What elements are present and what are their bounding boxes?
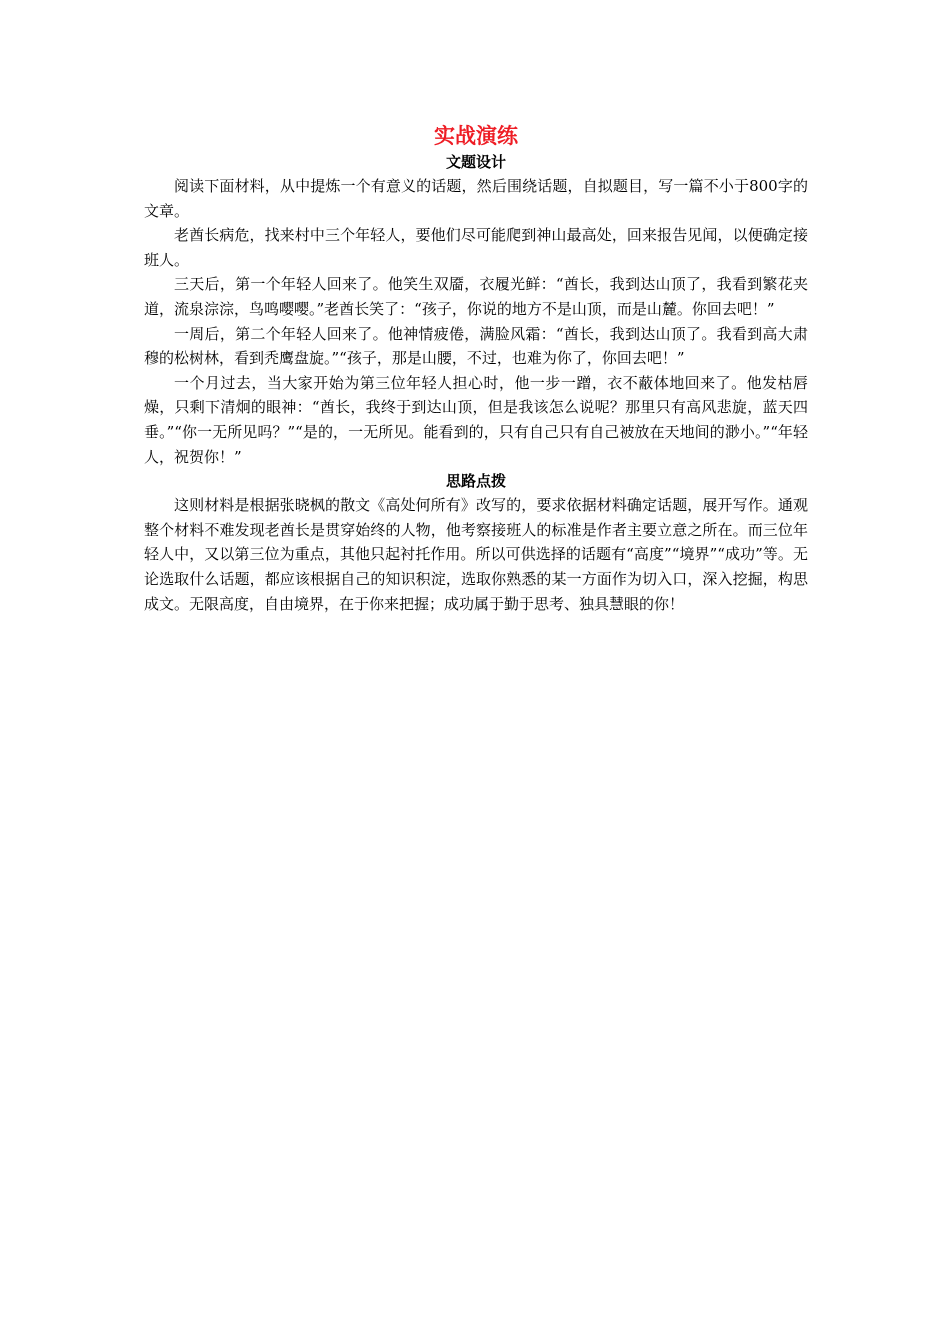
paragraph-third-youth: 一个月过去，当大家开始为第三位年轻人担心时，他一步一蹭，衣不蔽体地回来了。他发枯唇燥，只剩下清炯的眼神：“酋长，我终于到达山顶，但是我该怎么说呢？那里只有高风悲旋，蓝天四垂。”“你一无所见吗？”“是的，一无所见。能看到的，只有自己只有自己被放在天地间的渺小。”“年轻人，祝贺你！” xyxy=(144,373,808,466)
paragraph-material-intro: 老酋长病危，找来村中三个年轻人，要他们尽可能爬到神山最高处，回来报告见闻，以便确定接班人。 xyxy=(144,226,808,269)
paragraph-first-youth: 三天后，第一个年轻人回来了。他笑生双靥，衣履光鲜：“酋长，我到达山顶了，我看到繁花夹道，流泉淙淙，鸟鸣嘤嘤。”老酋长笑了：“孩子，你说的地方不是山顶，而是山麓。你回去吧！” xyxy=(144,275,808,318)
section-heading-topic-design: 文题设计 xyxy=(445,153,506,171)
section-thinking-guide xyxy=(144,469,808,616)
section-heading-thinking-guide: 思路点拨 xyxy=(445,472,506,491)
paragraph-second-youth: 一周后，第二个年轻人回来了。他神情疲倦，满脸风霜：“酋长，我到达山顶了。我看到高大肃穆的松树林，看到秃鹰盘旋。”“孩子，那是山腰，不过，也难为你了，你回去吧！” xyxy=(144,324,808,368)
section-topic-design xyxy=(144,150,808,469)
page-title: 实战演练 xyxy=(434,123,518,148)
document-page xyxy=(144,122,808,616)
paragraph-instructions: 阅读下面材料，从中提炼一个有意义的话题，然后围绕话题，自拟题目，写一篇不小于800字的文章。 xyxy=(144,177,808,220)
paragraph-analysis: 这则材料是根据张晓枫的散文《高处何所有》改写的，要求依据材料确定话题，展开写作。通观整个材料不难发现老酋长是贯穿始终的人物，他考察接班人的标准是作者主要立意之所在。而三位年轻人中，又以第三位为重点，其他只起衬托作用。所以可供选择的话题有“高度”“境界”“成功”等。无论选取什么话题，都应该根据自己的知识积淀，选取你熟悉的某一方面作为切入口，深入挖掘，构思成文。无限高度，自由境界，在于你来把握；成功属于勤于思考、独具慧眼的你！ xyxy=(144,496,808,613)
